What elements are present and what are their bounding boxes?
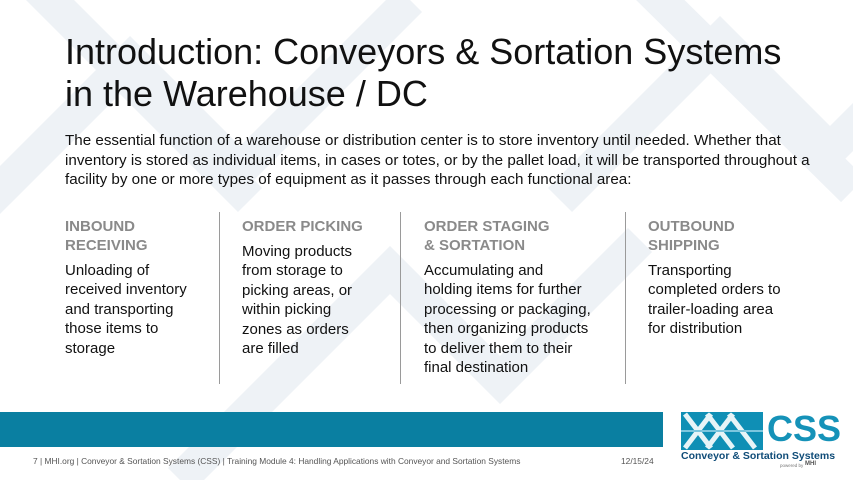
- column-heading: OUTBOUND SHIPPING: [648, 218, 735, 254]
- footer-accent-bar: [0, 412, 663, 447]
- footer-date: 12/15/24: [621, 456, 654, 466]
- column-description: Accumulating and holding items for further processing or packaging, then organizing products to deliver them to their final destination: [424, 262, 591, 377]
- logo-acronym: CSS: [767, 408, 842, 449]
- logo-powered-by: powered by: [780, 463, 804, 468]
- column-description: Transporting completed orders to trailer-loading area for distribution: [648, 262, 781, 338]
- column-heading: INBOUND RECEIVING: [65, 218, 148, 254]
- slide-title: Introduction: Conveyors & Sortation Systems in the Warehouse / DC: [65, 31, 782, 114]
- logo-mark-icon: [681, 412, 763, 450]
- column-heading: ORDER STAGING & SORTATION: [424, 218, 550, 254]
- column-inbound-receiving: [65, 217, 210, 358]
- column-description: Unloading of received inventory and transporting those items to storage: [65, 262, 187, 357]
- column-description: Moving products from storage to picking areas, or within picking zones as orders are filled: [242, 243, 353, 358]
- column-divider: [400, 212, 401, 384]
- column-outbound-shipping: [648, 217, 808, 339]
- column-divider: [219, 212, 220, 384]
- footer-text: 7 | MHI.org | Conveyor & Sortation Systems (CSS) | Training Module 4: Handling Applications with Conveyor and Sortation Systems: [33, 456, 521, 466]
- logo-name: Conveyor & Sortation Systems: [681, 450, 836, 462]
- column-order-picking: [242, 217, 387, 358]
- mhi-logo: MHI: [805, 461, 816, 467]
- column-order-staging-sortation: [424, 217, 614, 377]
- column-divider: [625, 212, 626, 384]
- intro-paragraph: The essential function of a warehouse or distribution center is to store inventory until needed. Whether that inventory is stored as individual items, in cases or totes, or by the pallet load, it will be transported throughout a facility by one or more types of equipment as it passes through each functional area:: [65, 132, 810, 188]
- column-heading: ORDER PICKING: [242, 218, 363, 235]
- css-logo: [681, 408, 842, 470]
